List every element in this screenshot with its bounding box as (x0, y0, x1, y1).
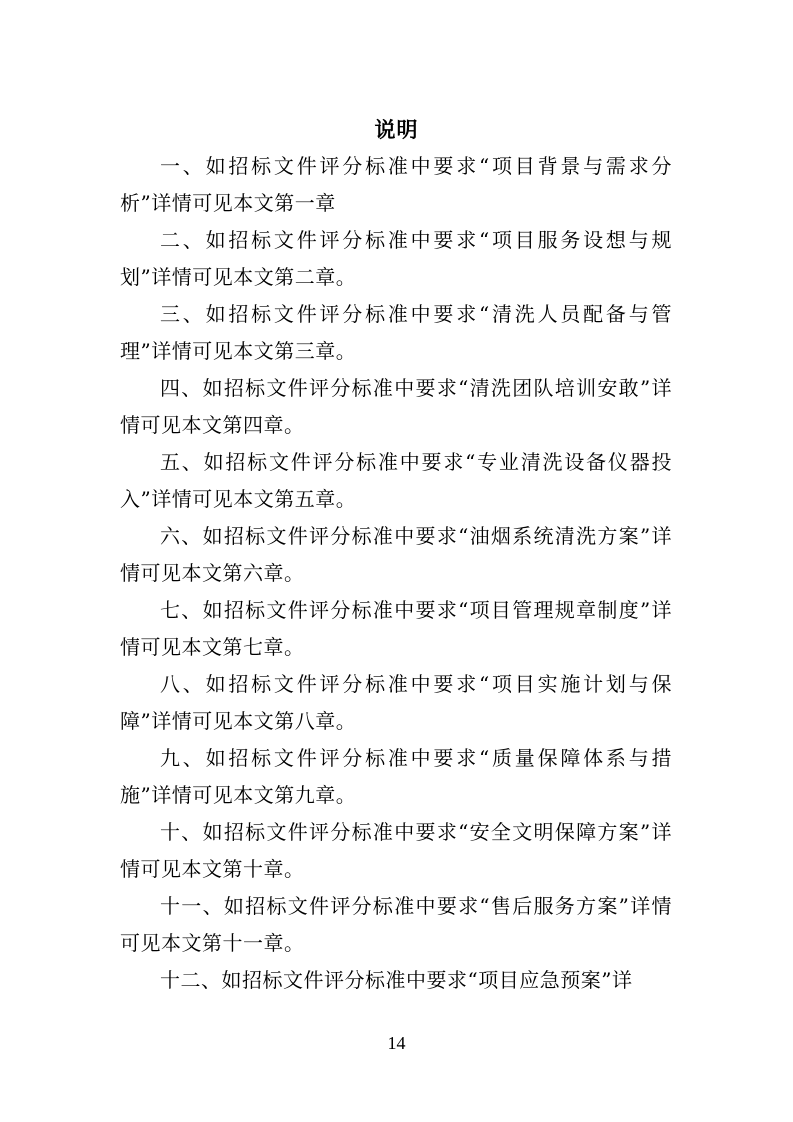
page-number: 14 (387, 1033, 406, 1053)
paragraph-7: 七、如招标文件评分标准中要求“项目管理规章制度”详情可见本文第七章。 (120, 598, 672, 659)
paragraph-11: 十一、如招标文件评分标准中要求“售后服务方案”详情可见本文第十一章。 (120, 894, 672, 955)
paragraph-3: 三、如招标文件评分标准中要求“清洗人员配备与管理”详情可见本文第三章。 (120, 302, 672, 363)
paragraph-9: 九、如招标文件评分标准中要求“质量保障体系与措施”详情可见本文第九章。 (120, 746, 672, 807)
paragraph-10: 十、如招标文件评分标准中要求“安全文明保障方案”详情可见本文第十章。 (120, 820, 672, 881)
page-title: 说明 (374, 117, 419, 142)
paragraph-4: 四、如招标文件评分标准中要求“清洗团队培训安敢”详情可见本文第四章。 (120, 376, 672, 437)
paragraph-1: 一、如招标文件评分标准中要求“项目背景与需求分析”详情可见本文第一章 (120, 154, 672, 215)
paragraph-5: 五、如招标文件评分标准中要求“专业清洗设备仪器投入”详情可见本文第五章。 (120, 450, 672, 511)
body-text (120, 148, 672, 999)
paragraph-8: 八、如招标文件评分标准中要求“项目实施计划与保障”详情可见本文第八章。 (120, 672, 672, 733)
paragraph-2: 二、如招标文件评分标准中要求“项目服务设想与规划”详情可见本文第二章。 (120, 228, 672, 289)
paragraph-6: 六、如招标文件评分标准中要求“油烟系统清洗方案”详情可见本文第六章。 (120, 524, 672, 585)
paragraph-12: 十二、如招标文件评分标准中要求“项目应急预案”详 (160, 968, 633, 992)
